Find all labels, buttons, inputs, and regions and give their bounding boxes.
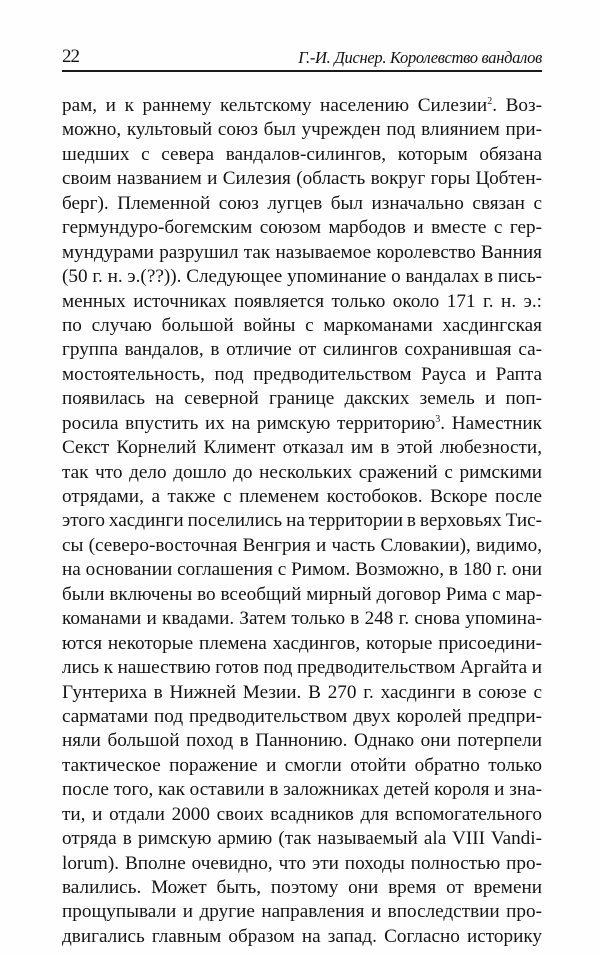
text-line — [62, 827, 542, 851]
text-line-content: тактическое поражение и смогли отойти обратно только — [62, 754, 542, 776]
text-line-content: lorum). Вполне очевидно, что эти походы полностью про- — [62, 852, 542, 874]
text-line-content: гермундуро-богемским союзом марбодов и вместе с гер- — [62, 217, 542, 239]
text-line — [62, 265, 542, 289]
text-line-content: росила впустить их на римскую территорию — [62, 412, 436, 434]
text-line-content: двигались главным образом на запад. Согласно историку — [62, 925, 542, 947]
text-line — [62, 387, 542, 411]
text-line-content: были включены во всеобщий мирный договор Рима с мар- — [62, 583, 542, 605]
text-line-content: появилась на северной границе дакских земель и поп- — [62, 388, 542, 410]
text-line — [62, 925, 542, 949]
text-line — [62, 852, 542, 876]
text-line — [62, 461, 542, 485]
text-line-content: няли большой поход в Паннонию. Однако они потерпели — [62, 730, 542, 752]
text-line-content: отрядами, а также с племенем костобоков. Вскоре после — [62, 486, 542, 507]
text-line — [62, 754, 542, 778]
text-line-continuation: . Воз- — [492, 95, 542, 116]
text-line — [62, 900, 542, 924]
text-line-content: своим названием и Силезия (область вокруг горы Цобтен- — [62, 168, 542, 190]
running-title: Г.-И. Диснер. Королевство вандалов — [298, 48, 542, 67]
text-line-content: после того, как оставили в заложниках детей короля и зна- — [62, 779, 542, 801]
text-line-content: ются некоторые племена хасдингов, которые присоедини- — [62, 632, 542, 654]
body-text — [62, 94, 542, 949]
text-line — [62, 338, 542, 362]
text-line-content: берг). Племенной союз лугцев был изначально связан с — [62, 192, 542, 214]
text-line-content: Гунтериха в Нижней Мезии. В 270 г. хасдинги в союзе с — [62, 681, 542, 703]
text-line-content: сы (северо-восточная Венгрия и часть Словакии), видимо, — [62, 534, 542, 556]
text-line — [62, 534, 542, 558]
text-line-content: лись к нашествию готов под предводительством Аргайта и — [62, 657, 542, 679]
text-line — [62, 509, 542, 533]
text-line — [62, 363, 542, 387]
text-line — [62, 167, 542, 191]
text-line-content: по случаю большой войны с маркоманами хасдингская — [62, 314, 542, 336]
text-line-content: этого хасдинги поселились на территории в верховьях Тис- — [62, 510, 542, 532]
text-line-content: менных источниках появляется только около 171 г. н. э.: — [62, 290, 542, 312]
text-line — [62, 705, 542, 729]
text-line — [62, 94, 542, 118]
text-line — [62, 607, 542, 631]
text-line-content: группа вандалов, в отличие от силингов сохранившая са- — [62, 339, 542, 361]
text-line — [62, 656, 542, 680]
text-line-content: отряда в римскую армию (так называемый ala VIII Vandi- — [62, 828, 542, 850]
page-number: 22 — [62, 46, 79, 67]
footnote-ref[interactable]: 2 — [487, 96, 493, 107]
text-line — [62, 558, 542, 582]
text-line-content: Секст Корнелий Климент отказал им в этой любезности, — [62, 437, 542, 459]
text-line — [62, 412, 542, 436]
text-line — [62, 632, 542, 656]
text-line-content: команами и квадами. Затем только в 248 г. снова упомина- — [62, 608, 542, 630]
text-line — [62, 192, 542, 216]
text-line — [62, 241, 542, 265]
text-line-content: (50 г. н. э.(??)). Следующее упоминание о вандалах в пись- — [62, 266, 542, 288]
text-line-content: ти, и отдали 2000 своих всадников для вспомогательного — [62, 803, 542, 825]
text-line-content: мундурами разрушил так называемое королевство Ванния — [62, 241, 542, 263]
text-line — [62, 290, 542, 314]
text-line-content: шедших с севера вандалов-силингов, которым обязана — [62, 143, 542, 165]
text-line — [62, 118, 542, 142]
text-line-content: так что дело дошло до нескольких сражений с римскими — [62, 461, 542, 483]
text-line — [62, 436, 542, 460]
text-line-content: прощупывали и другие направления и впоследствии про- — [62, 901, 542, 923]
text-line — [62, 729, 542, 753]
text-line-content: сарматами под предводительством двух королей предпри- — [62, 705, 542, 727]
text-line — [62, 778, 542, 802]
text-line-content: рам, и к раннему кельтскому населению Силезии — [62, 95, 488, 116]
text-line-content: на основании соглашения с Римом. Возможно, в 180 г. они — [62, 559, 542, 581]
footnote-ref[interactable]: 3 — [435, 413, 441, 425]
text-line — [62, 485, 542, 509]
text-line — [62, 681, 542, 705]
text-line-content: валились. Может быть, поэтому они время от времени — [62, 877, 542, 898]
text-line — [62, 583, 542, 607]
header-rule — [62, 70, 542, 72]
text-line — [62, 803, 542, 827]
text-line-content: мостоятельность, под предводительством Рауса и Рапта — [62, 363, 542, 385]
text-line-continuation: . Наместник — [440, 412, 542, 434]
page-header — [62, 44, 542, 72]
text-line — [62, 216, 542, 240]
text-line — [62, 314, 542, 338]
text-line — [62, 143, 542, 167]
text-line-content: можно, культовый союз был учрежден под влиянием при- — [62, 119, 542, 141]
text-line — [62, 876, 542, 900]
